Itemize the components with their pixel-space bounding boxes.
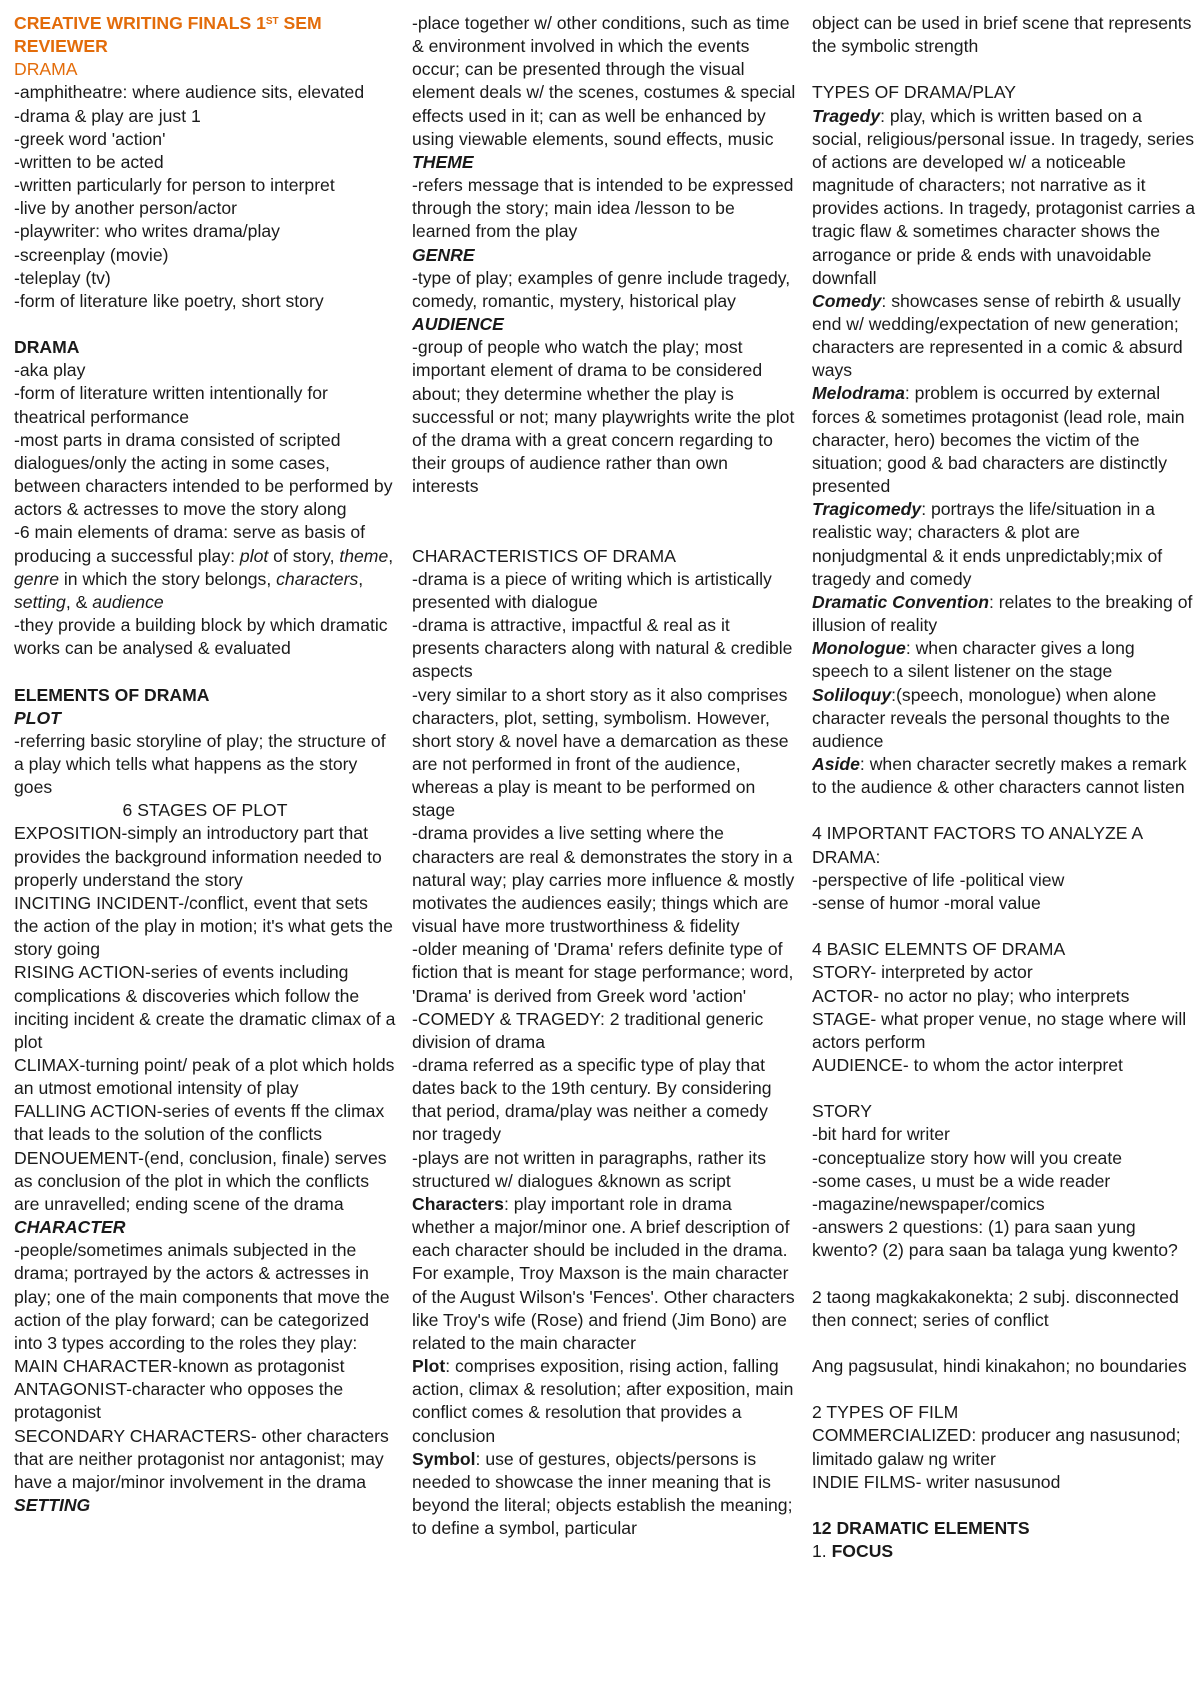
story-heading: STORY bbox=[812, 1101, 872, 1122]
type-entry: Dramatic Convention: relates to the breaking of illusion of reality bbox=[812, 591, 1193, 636]
drama-note: -aka play bbox=[14, 360, 86, 381]
drama-note: -playwriter: who writes drama/play bbox=[14, 221, 280, 242]
spacer bbox=[14, 313, 396, 336]
story-note: -conceptualize story how will you create bbox=[812, 1147, 1122, 1168]
type-entry: Tragedy: play, which is written based on a social, religious/personal issue. In tragedy, series of actions are developed w/ a noticeable magnitude of characters; not narrative as it provides actions. In tragedy, protagonist carries a tragic flaw & sometimes character shows the arrogance or pride & ends with unavoidable downfall bbox=[812, 105, 1196, 288]
characteristic-item: -drama referred as a specific type of play that dates back to the 19th century. By considering that period, drama/play was neither a comedy nor tragedy bbox=[412, 1055, 772, 1145]
spacer bbox=[812, 58, 1196, 81]
film-type: COMMERCIALIZED: producer ang nasusunod; limitado galaw ng writer bbox=[812, 1425, 1181, 1469]
spacer bbox=[412, 521, 796, 544]
symbol-entry: Symbol: use of gestures, objects/persons is needed to showcase the inner meaning that is beyond the literal; objects establish the meaning; to define a symbol, particular bbox=[412, 1448, 793, 1539]
story-note: -some cases, u must be a wide reader bbox=[812, 1170, 1111, 1191]
drama-note: -they provide a building block by which dramatic works can be analysed & evaluated bbox=[14, 615, 388, 659]
spacer bbox=[812, 1378, 1196, 1401]
drama-note: -form of literature like poetry, short story bbox=[14, 290, 324, 311]
connect-note: 2 taong magkakakonekta; 2 subj. disconnected then connect; series of conflict bbox=[812, 1286, 1179, 1330]
type-entry: Soliloquy:(speech, monologue) when alone character reveals the personal thoughts to the audience bbox=[812, 684, 1170, 751]
type-entry: Monologue: when character gives a long speech to a silent listener on the stage bbox=[812, 638, 1135, 682]
column-2 bbox=[412, 12, 796, 1540]
characteristic-item: -drama is attractive, impactful & real as it presents characters along with natural & credible aspects bbox=[412, 615, 793, 682]
genre-definition: -type of play; examples of genre include tragedy, comedy, romantic, mystery, historical play bbox=[412, 267, 791, 311]
character-heading: CHARACTER bbox=[14, 1217, 126, 1238]
character-note: ANTAGONIST-character who opposes the protagonist bbox=[14, 1379, 344, 1423]
spacer bbox=[812, 799, 1196, 822]
six-elements-note: -6 main elements of drama: serve as basis of producing a successful play: plot of story, theme, genre in which the story belongs, characters, setting, & audience bbox=[14, 522, 394, 612]
characters-entry: Characters: play important role in drama whether a major/minor one. A brief description of each character should be included in the drama. For example, Troy Maxson is the main character of the August Wilson's 'Fences'. Other characters like Troy's wife (Rose) and friend (Jim Bono) are related to the main character bbox=[412, 1193, 795, 1353]
pagsusulat-note: Ang pagsusulat, hindi kinakahon; no boundaries bbox=[812, 1355, 1187, 1376]
character-note: -people/sometimes animals subjected in the drama; portrayed by the actors & actresses in play; one of the main components that move the action of the play forward; can be categorized into 3 types according to the roles they play: bbox=[14, 1240, 390, 1353]
basic-element: AUDIENCE- to whom the actor interpret bbox=[812, 1054, 1123, 1075]
drama-note: -written particularly for person to interpret bbox=[14, 175, 335, 196]
character-note: MAIN CHARACTER-known as protagonist bbox=[14, 1356, 345, 1377]
plot-stage: FALLING ACTION-series of events ff the climax that leads to the solution of the conflicts bbox=[14, 1101, 385, 1145]
story-note: -bit hard for writer bbox=[812, 1124, 950, 1145]
characteristic-item: -plays are not written in paragraphs, rather its structured w/ dialogues &known as script bbox=[412, 1147, 766, 1191]
six-stages-heading: 6 STAGES OF PLOT bbox=[122, 800, 288, 821]
spacer bbox=[812, 1262, 1196, 1285]
plot-stage: INCITING INCIDENT-/conflict, event that sets the action of the play in motion; it's what gets the story going bbox=[14, 892, 393, 960]
spacer bbox=[412, 498, 796, 521]
twelve-elements-heading: 12 DRAMATIC ELEMENTS bbox=[812, 1518, 1030, 1539]
character-note: SECONDARY CHARACTERS- other characters that are neither protagonist nor antagonist; may have a major/minor involvement in the drama bbox=[14, 1425, 389, 1492]
drama-note: -live by another person/actor bbox=[14, 198, 237, 219]
plot-stage: DENOUEMENT-(end, conclusion, finale) serves as conclusion of the plot in which the conflicts are unravelled; ending scene of the drama bbox=[14, 1147, 387, 1214]
spacer bbox=[812, 915, 1196, 938]
characteristic-item: -drama provides a live setting where the characters are real & demonstrates the story in a natural way; play carries more influence & mostly motivates the audiences easily; things which are visual have more trustworthiness & fidelity bbox=[412, 823, 795, 937]
setting-definition: -place together w/ other conditions, such as time & environment involved in which the events occur; can be presented through the visual element deals w/ the scenes, costumes & special effects used in it; can as well be enhanced by using viewable elements, sound effects, music bbox=[412, 13, 796, 149]
spacer bbox=[14, 660, 396, 683]
characteristic-item: -very similar to a short story as it also comprises characters, plot, setting, symbolism. However, short story & novel have a demarcation as these are not performed in front of the audience, whereas a play is meant to be performed on stage bbox=[412, 684, 789, 821]
drama-heading: DRAMA bbox=[14, 337, 80, 358]
characteristic-item: -drama is a piece of writing which is artistically presented with dialogue bbox=[412, 568, 772, 612]
drama-note: -drama & play are just 1 bbox=[14, 105, 201, 126]
drama-note: -written to be acted bbox=[14, 151, 164, 172]
symbol-continued: object can be used in brief scene that represents the symbolic strength bbox=[812, 13, 1192, 57]
factor-line: -perspective of life -political view bbox=[812, 869, 1065, 890]
column-1 bbox=[14, 12, 396, 1517]
drama-note: -greek word 'action' bbox=[14, 128, 166, 149]
characteristic-item: -COMEDY & TRAGEDY: 2 traditional generic division of drama bbox=[412, 1008, 764, 1052]
theme-heading: THEME bbox=[412, 151, 474, 172]
drama-note: -most parts in drama consisted of scripted dialogues/only the acting in some cases, between characters intended to be performed by actors & actresses to move the story along bbox=[14, 429, 393, 520]
plot-entry: Plot: comprises exposition, rising action, falling action, climax & resolution; after exposition, main conflict comes & resolution that provides a conclusion bbox=[412, 1356, 794, 1446]
elements-heading: ELEMENTS OF DRAMA bbox=[14, 684, 210, 705]
document-title: CREATIVE WRITING FINALS 1ST SEM REVIEWER bbox=[14, 13, 322, 57]
spacer bbox=[812, 1494, 1196, 1517]
factor-line: -sense of humor -moral value bbox=[812, 892, 1041, 913]
type-entry: Melodrama: problem is occurred by external forces & sometimes protagonist (lead role, main character, hero) becomes the victim of the situation; good & bad characters are distinctly presented bbox=[812, 383, 1185, 497]
plot-stage: CLIMAX-turning point/ peak of a plot which holds an utmost emotional intensity of play bbox=[14, 1055, 395, 1099]
factors-heading: 4 IMPORTANT FACTORS TO ANALYZE A DRAMA: bbox=[812, 823, 1143, 867]
focus-item: 1. FOCUS bbox=[812, 1541, 894, 1562]
column-3 bbox=[812, 12, 1196, 1563]
spacer bbox=[812, 1077, 1196, 1100]
audience-definition: -group of people who watch the play; most important element of drama to be considered about; they determine whether the play is successful or not; many playwrights write the plot of the drama with a great concern regarding to their groups of audience rather than own interests bbox=[412, 337, 795, 497]
plot-definition: -referring basic storyline of play; the structure of a play which tells what happens as the story goes bbox=[14, 730, 386, 798]
types-heading: TYPES OF DRAMA/PLAY bbox=[812, 82, 1017, 103]
type-entry: Aside: when character secretly makes a remark to the audience & other characters cannot listen bbox=[812, 753, 1187, 798]
characteristic-item: -older meaning of 'Drama' refers definite type of fiction that is meant for stage performance; word, 'Drama' is derived from Greek word 'action' bbox=[412, 939, 794, 1006]
basic-element: STAGE- what proper venue, no stage where will actors perform bbox=[812, 1008, 1187, 1052]
basic-element: ACTOR- no actor no play; who interprets bbox=[812, 985, 1130, 1006]
theme-definition: -refers message that is intended to be expressed through the story; main idea /lesson to be learned from the play bbox=[412, 175, 794, 242]
drama-note: -form of literature written intentionally for theatrical performance bbox=[14, 383, 328, 427]
drama-note: -amphitheatre: where audience sits, elevated bbox=[14, 82, 365, 103]
film-heading: 2 TYPES OF FILM bbox=[812, 1402, 959, 1423]
genre-heading: GENRE bbox=[412, 244, 475, 265]
basic-elements-heading: 4 BASIC ELEMNTS OF DRAMA bbox=[812, 939, 1066, 960]
basic-element: STORY- interpreted by actor bbox=[812, 962, 1033, 983]
spacer bbox=[812, 1332, 1196, 1355]
drama-note: -teleplay (tv) bbox=[14, 267, 111, 288]
characteristics-heading: CHARACTERISTICS OF DRAMA bbox=[412, 545, 676, 566]
story-note: -magazine/newspaper/comics bbox=[812, 1193, 1045, 1214]
audience-heading: AUDIENCE bbox=[412, 314, 504, 335]
type-entry: Tragicomedy: portrays the life/situation in a realistic way; characters & plot are nonjudgmental & it ends unpredictably;mix of tragedy and comedy bbox=[812, 499, 1163, 589]
story-note: -answers 2 questions: (1) para saan yung kwento? (2) para saan ba talaga yung kwento? bbox=[812, 1217, 1178, 1261]
plot-stage: EXPOSITION-simply an introductory part that provides the background information needed to properly understand the story bbox=[14, 823, 382, 890]
drama-subtitle: DRAMA bbox=[14, 59, 78, 80]
plot-heading: PLOT bbox=[14, 707, 61, 728]
type-entry: Comedy: showcases sense of rebirth & usually end w/ wedding/expectation of new generation; characters are represented in a comic & absurd ways bbox=[812, 290, 1183, 381]
plot-stage: RISING ACTION-series of events including complications & discoveries which follow the inciting incident & create the dramatic climax of a plot bbox=[14, 962, 396, 1052]
drama-note: -screenplay (movie) bbox=[14, 244, 169, 265]
setting-heading: SETTING bbox=[14, 1494, 91, 1515]
film-type: INDIE FILMS- writer nasusunod bbox=[812, 1471, 1061, 1492]
